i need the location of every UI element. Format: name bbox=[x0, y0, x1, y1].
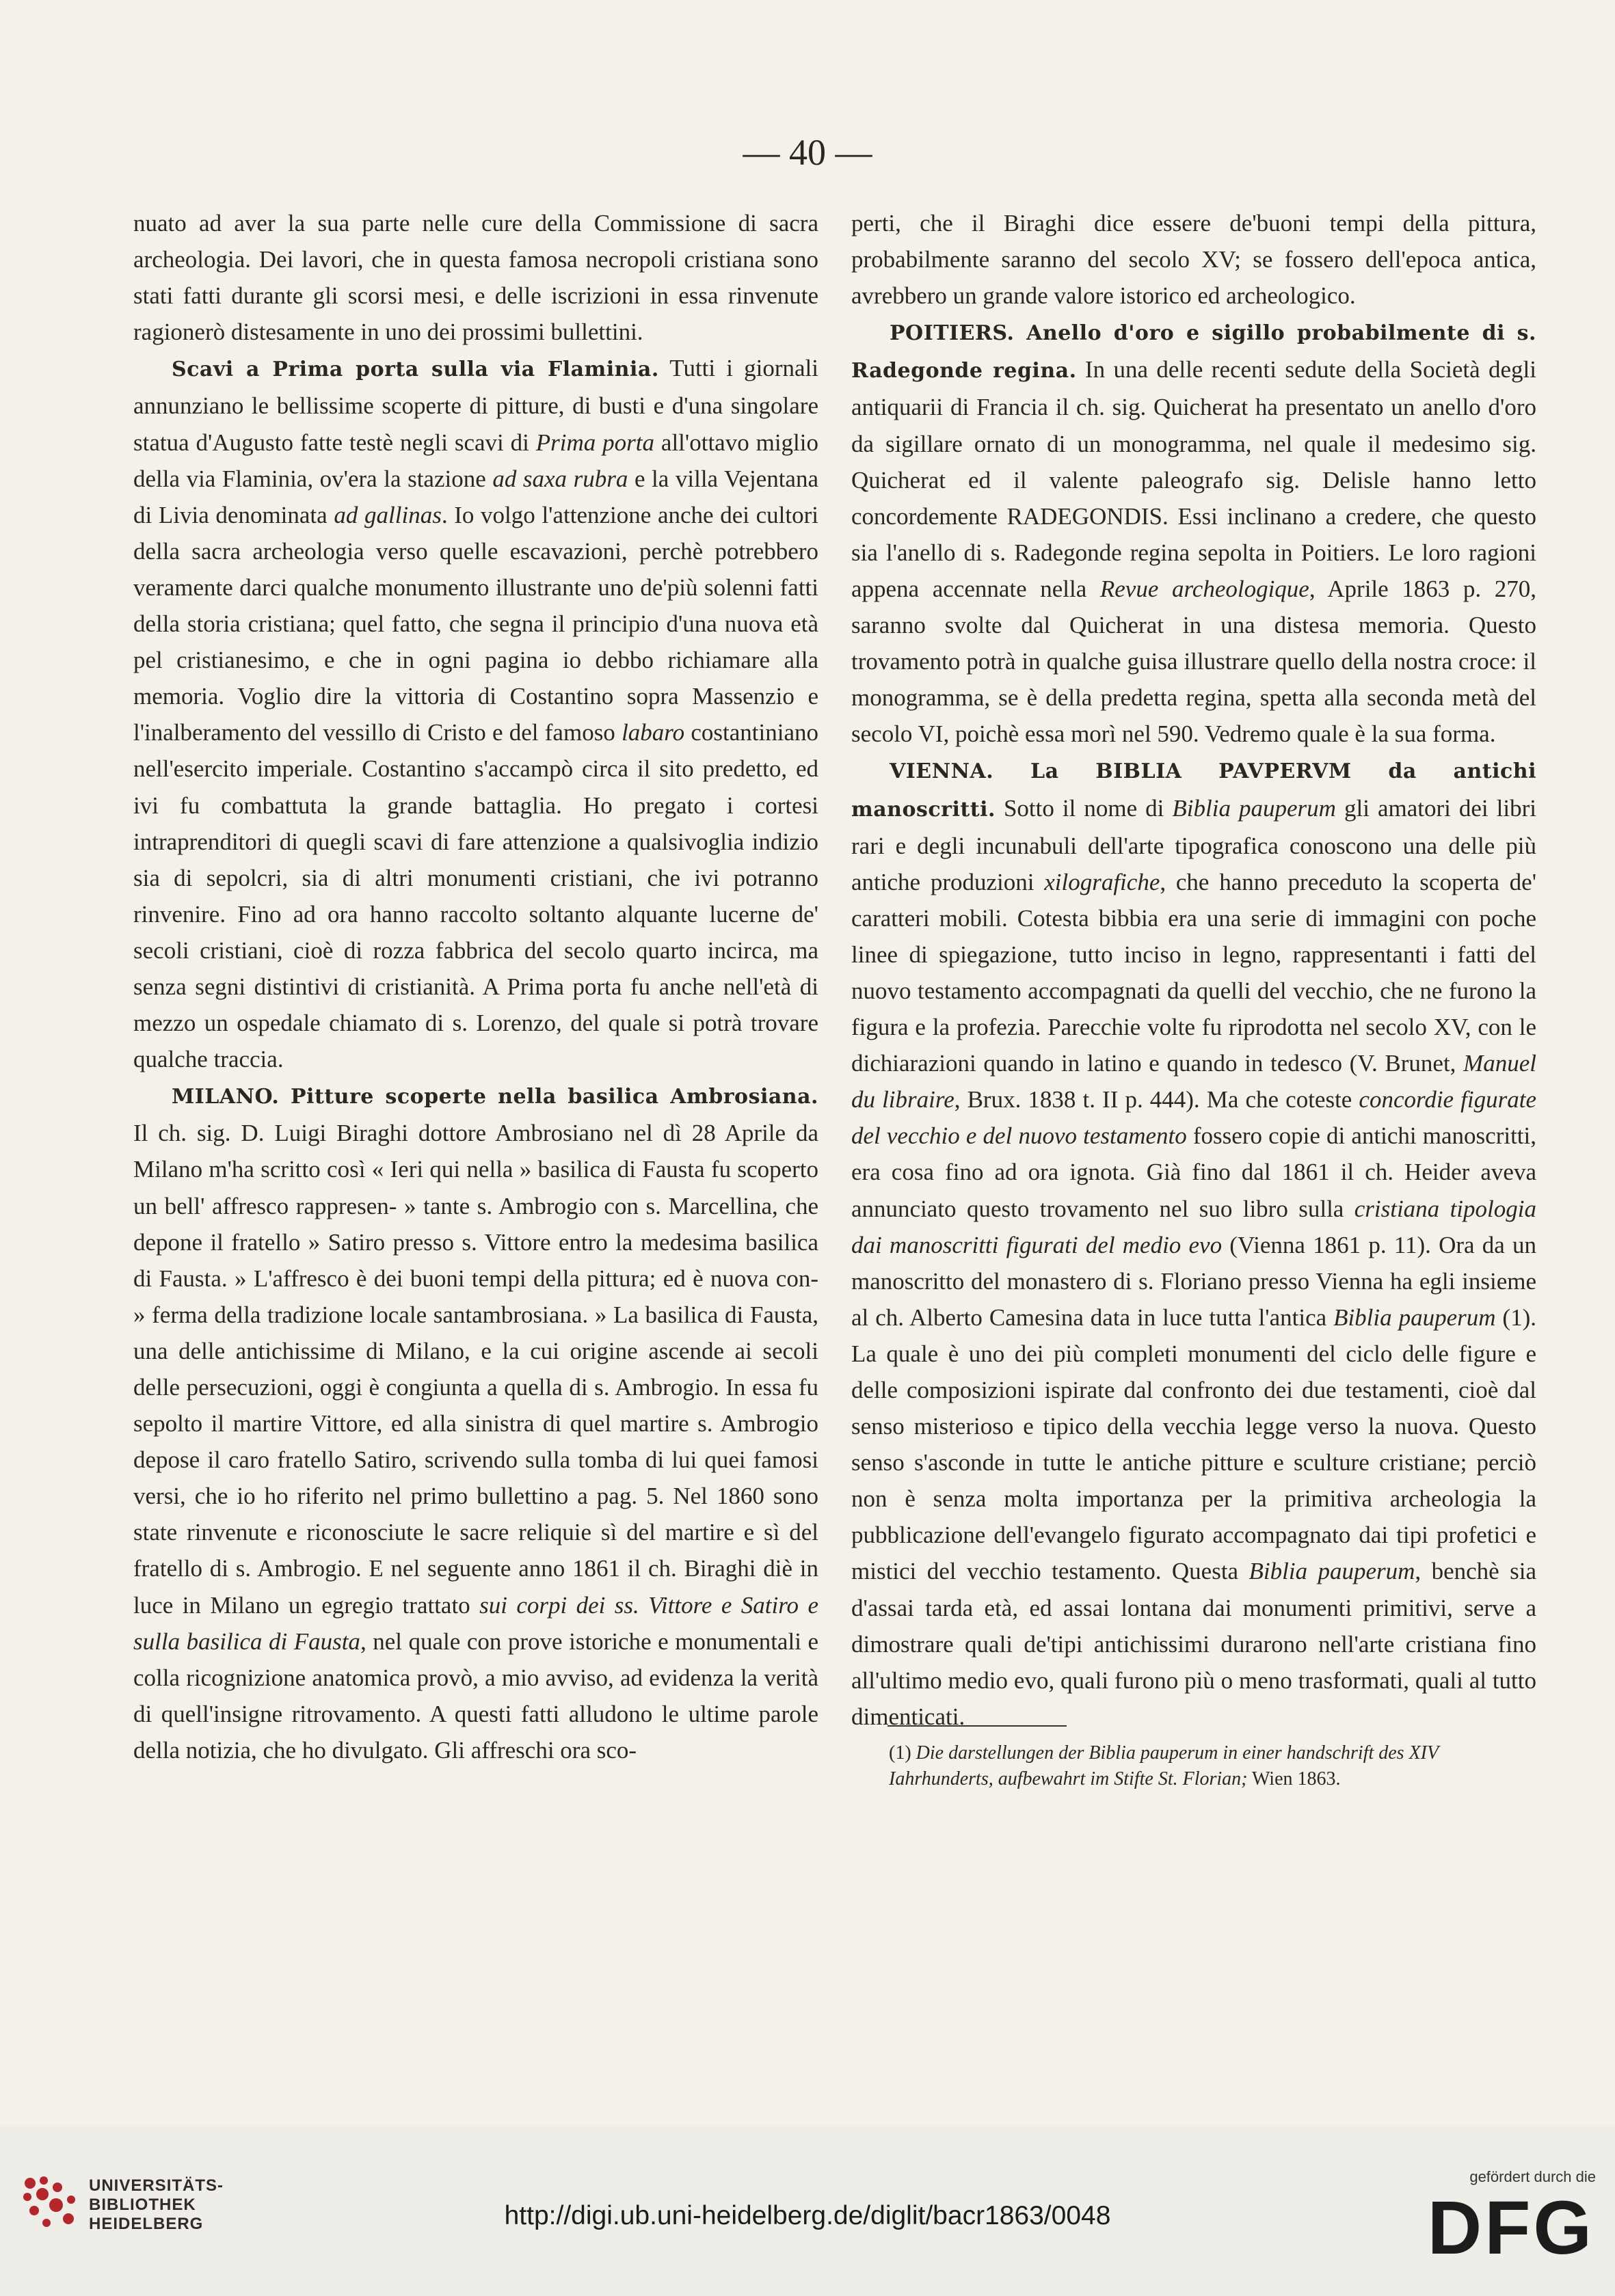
section-heading: Scavi a Prima porta sulla via Flaminia. bbox=[172, 357, 659, 382]
dfg-logo-icon: DFG bbox=[1427, 2186, 1594, 2270]
footnote-mark: (1) bbox=[889, 1742, 916, 1764]
paragraph-milano: MILANO. Pitture scoperte nella basilica Ambrosiana. Il ch. sig. D. Luigi Biraghi dottore Ambrosiano nel dì 28 Aprile da Milano m'ha scritto così « Ieri qui nella » basilica di Fausta fu scoperto un bell' affresco rappresen- » tante s. Ambrogio con s. Marcellina, che depone il fratello » Satiro presso s. Vittore entro la medesima basilica di Fausta. » L'affresco è dei buoni tempi della pittura; ed è nuova con- » ferma della tradizione locale santambrosiana. » La basilica di Fausta, una delle antichissime di Milano, e la cui origine ascende ai secoli delle persecuzioni, oggi è congiunta a quella di s. Ambrogio. In essa fu sepolto il martire Vittore, ed alla sinistra di quel martire s. Ambrogio depose il caro fratello Satiro, scrivendo sulla tomba di lui quei famosi versi, che io ho riferito nel primo bullettino a pag. 5. Nel 1860 sono state rinvenute e riconosciute le sacre reliquie sì del martire e sì del fratello di s. Ambrogio. E nel seguente anno 1861 il ch. Biraghi diè in luce in Milano un egregio trattato sui corpi dei ss. Vittore e Satiro e sulla basilica di Fausta, nel quale con prove istoriche e monumentali e colla ricognizione anatomica provò, a mio avviso, ad evidenza la verità di quell'insigne ritrovamento. A questi fatti alludono le ultime parole della notizia, che ho divulgato. Gli affreschi ora sco- bbox=[133, 1085, 818, 1764]
viewer-footer bbox=[0, 2126, 1615, 2296]
footnote-title: Die darstellungen der Biblia pauperum in einer handschrift des XIV Iahrhunderts, aufbewahrt im Stifte St. Florian; bbox=[889, 1742, 1439, 1789]
footnote: (1) Die darstellungen der Biblia pauperum in einer handschrift des XIV Iahrhunderts, aufbewahrt im Stifte St. Florian; Wien 1863. bbox=[889, 1742, 1439, 1789]
footnote-divider bbox=[887, 1725, 1067, 1727]
paragraph: perti, che il Biraghi dice essere de'buoni tempi della pittura, probabilmente saranno del secolo XV; se fossero dell'epoca antica, avrebbero un grande valore istorico ed archeologico. bbox=[851, 210, 1536, 310]
left-column bbox=[133, 205, 818, 1768]
permalink-url[interactable]: http://digi.ub.uni-heidelberg.de/diglit/bacr1863/0048 bbox=[504, 2201, 1111, 2230]
paragraph: nuato ad aver la sua parte nelle cure della Commissione di sacra archeologia. Dei lavori, che in questa famosa necropoli cristiana sono stati fatti durante gli scorsi mesi, e delle iscrizioni in essa rinvenute ragionerò distesamente in uno dei prossimi bullettini. bbox=[133, 210, 818, 346]
paragraph-poitiers: POITIERS. Anello d'oro e sigillo probabilmente di s. Radegonde regina. In una delle recenti sedute della Società degli antiquarii di Francia il ch. sig. Quicherat ha presentato un anello d'oro da sigillare ornato di un monogramma, nel quale il medesimo sig. Quicherat ed il valente paleografo sig. Delisle hanno letto concordemente RADEGONDIS. Essi inclinano a credere, che questo sia l'anello di s. Radegonde regina sepolta in Poitiers. Le loro ragioni appena accennate nella Revue archeologique, Aprile 1863 p. 270, saranno svolte dal Quicherat in una distesa memoria. Questo trovamento potrà in qualche guisa illustrare quello della nostra croce: il monogramma, se è della predetta regina, spetta alla seconda metà del secolo VI, poichè essa morì nel 590. Vedremo quale è la sua forma. bbox=[851, 321, 1536, 748]
section-heading: MILANO. Pitture scoperte nella basilica Ambrosiana. bbox=[172, 1085, 818, 1109]
library-name: UNIVERSITÄTS- BIBLIOTHEK HEIDELBERG bbox=[89, 2176, 224, 2233]
paragraph-vienna: VIENNA. La BIBLIA PAVPERVM da antichi manoscritti. Sotto il nome di Biblia pauperum gli amatori dei libri rari e degli incunabuli dell'arte tipografica conoscono una delle più antiche produzioni xilografiche, che hanno preceduto la scoperta de' caratteri mobili. Cotesta bibbia era una serie di immagini con poche linee di spiegazione, tutto inciso in legno, rappresentanti i fatti del nuovo testamento accompagnati da quelli del vecchio, che ne furono la figura e la profezia. Parecchie volte fu riprodotta nel secolo XV, con le dichiarazioni quando in latino e quando in tedesco (V. Brunet, Manuel du libraire, Brux. 1838 t. II p. 444). Ma che coteste concordie figurate del vecchio e del nuovo testamento fossero copie di antichi manoscritti, era cosa fino ad ora ignota. Già fino dal 1861 il ch. Heider aveva annunciato questo trovamento nel suo libro sulla cristiana tipologia dai manoscritti figurati del medio evo (Vienna 1861 p. 11). Ora da un manoscritto del monastero di s. Floriano presso Vienna ha egli insieme al ch. Alberto Camesina data in luce tutta l'antica Biblia pauperum (1). La quale è uno dei più completi monumenti del ciclo delle figure e delle composizioni ispirate dal confronto dei due testamenti, cioè dal senso misterioso e tipico della vecchia legge verso la nuova. Questo senso s'asconde in tutte le antiche pitture e sculture cristiane; perciò non è senza molta importanza per la primitiva archeologia la pubblicazione dell'evangelo figurato accompagnato dai tipi profetici e mistici del vecchio testamento. Questa Biblia pauperum, benchè sia d'assai tarda età, ed assai lontana dai monumenti primitivi, serve a dimostrare quali de'tipi antichissimi durarono nell'arte cristiana fino all'ultimo medio evo, quali furono più o meno trasformati, quali al tutto dimenticati. bbox=[851, 759, 1536, 1730]
right-column bbox=[851, 205, 1536, 1735]
page-number: — 40 — bbox=[743, 132, 872, 173]
paragraph-prima-porta: Scavi a Prima porta sulla via Flaminia. Tutti i giornali annunziano le bellissime scoperte di pitture, di busti e d'una singolare statua d'Augusto fatte testè negli scavi di Prima porta all'ottavo miglio della via Flaminia, ov'era la stazione ad saxa rubra e la villa Vejentana di Livia denominata ad gallinas. Io volgo l'attenzione anche dei cultori della sacra archeologia verso quelle escavazioni, perchè potrebbero veramente darci qualche monumento illustrante uno de'più solenni fatti della storia cristiana; quel fatto, che segna il principio d'una nuova età pel cristianesimo, e che in ogni pagina io debbo richiamare alla memoria. Voglio dire la vittoria di Costantino sopra Massenzio e l'inalberamento del vessillo di Cristo e del famoso labaro costantiniano nell'esercito imperiale. Costantino s'accampò circa il sito predetto, ed ivi fu combattuta la grande battaglia. Ho pregato i cortesi intraprenditori di quegli scavi di fare attenzione a qualsivoglia indizio sia di sepolcri, sia di altri monumenti cristiani, che ivi potranno rinvenire. Fino ad ora hanno raccolto soltanto alquante lucerne de' secoli cristiani, cioè di rozza fabbrica del secolo quarto incirca, ma senza segni distintivi di cristianità. A Prima porta fu anche nell'età di mezzo un ospedale chiamato di s. Lorenzo, del quale si potrà trovare qualche traccia. bbox=[133, 355, 818, 1073]
section-heading: POITIERS. Anello d'oro e sigillo probabilmente di s. Radegonde regina. bbox=[851, 321, 1536, 383]
section-heading: VIENNA. La BIBLIA PAVPERVM da antichi manoscritti. bbox=[851, 759, 1536, 822]
sponsor-caption: gefördert durch die bbox=[1469, 2168, 1596, 2185]
